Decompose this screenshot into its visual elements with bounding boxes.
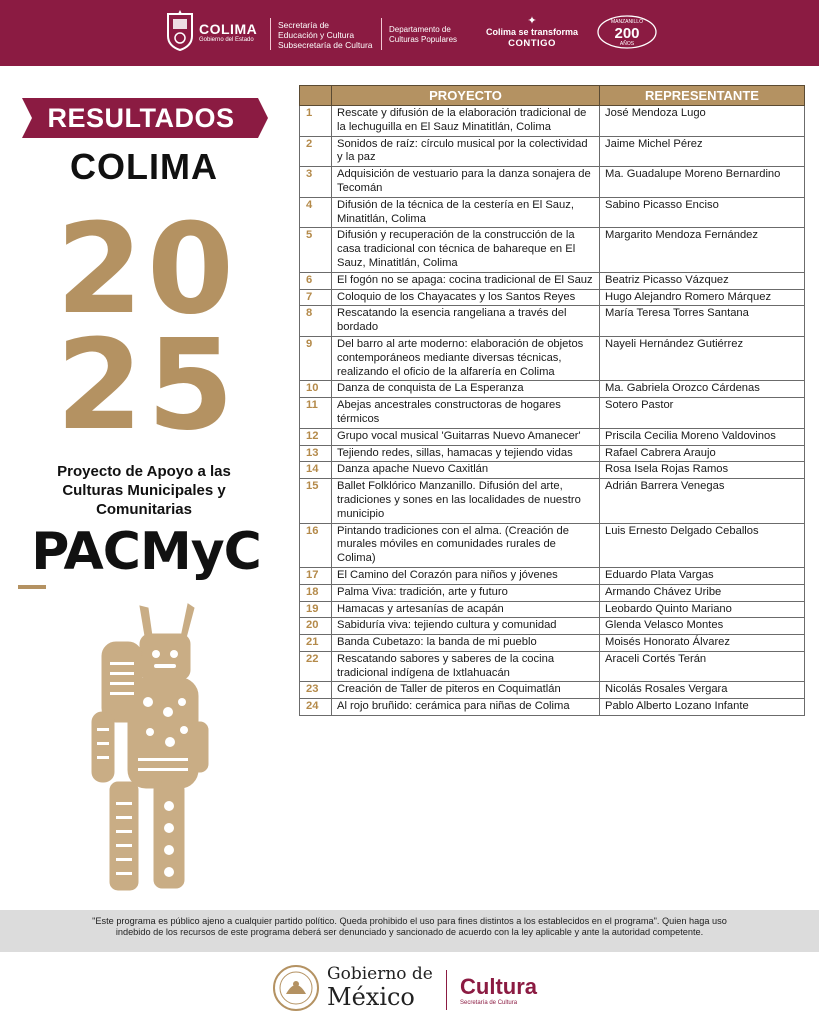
row-project: Difusión de la técnica de la cestería en El Sauz, Minatitlán, Colima xyxy=(332,197,600,228)
table-row xyxy=(300,479,805,523)
row-representative: Moisés Honorato Álvarez xyxy=(600,635,805,652)
transforma-line1: Colima se transforma xyxy=(485,27,579,37)
row-project: Palma Viva: tradición, arte y futuro xyxy=(332,584,600,601)
row-project: Rescatando la esencia rangeliana a través del bordado xyxy=(332,306,600,337)
row-project: Sonidos de raíz: círculo musical por la colectividad y la paz xyxy=(332,136,600,167)
row-project: Coloquio de los Chayacates y los Santos Reyes xyxy=(332,289,600,306)
row-representative: Nayeli Hernández Gutiérrez xyxy=(600,336,805,380)
results-table xyxy=(299,85,805,716)
row-representative: Hugo Alejandro Romero Márquez xyxy=(600,289,805,306)
row-number: 18 xyxy=(300,584,332,601)
disclaimer-line: "Este programa es público ajeno a cualquier partido político. Queda prohibido el uso para fines distintos a los establecidos en el programa". Quien haga uso xyxy=(92,916,727,926)
row-project: Hamacas y artesanías de acapán xyxy=(332,601,600,618)
program-title-line: Culturas Municipales y xyxy=(62,482,226,499)
secretaria-line: Subsecretaría de Cultura xyxy=(278,40,373,50)
colima-brand-title: COLIMA xyxy=(199,21,258,37)
gobierno-mexico-logo xyxy=(327,966,433,1009)
row-project: Banda Cubetazo: la banda de mi pueblo xyxy=(332,635,600,652)
row-project: Danza apache Nuevo Caxitlán xyxy=(332,462,600,479)
table-row xyxy=(300,651,805,682)
row-project: Ballet Folklórico Manzanillo. Difusión del arte, tradiciones y sones en las localidades de nuestro municipio xyxy=(332,479,600,523)
anniversary-bottom: AÑOS xyxy=(619,41,635,47)
row-project: Al rojo bruñido: cerámica para niñas de Colima xyxy=(332,699,600,716)
cultura-logo xyxy=(460,976,537,1006)
row-project: Adquisición de vestuario para la danza sonajera de Tecomán xyxy=(332,167,600,198)
row-number: 2 xyxy=(300,136,332,167)
row-project: Rescatando sabores y saberes de la cocina tradicional indígena de Ixtlahuacán xyxy=(332,651,600,682)
row-project: Difusión y recuperación de la construcción de la casa tradicional con técnica de bahareque en El Sauz, Minatitlán, Colima xyxy=(332,228,600,272)
table-row xyxy=(300,567,805,584)
program-title-line: Proyecto de Apoyo a las xyxy=(57,463,231,480)
table-row xyxy=(300,167,805,198)
row-number: 9 xyxy=(300,336,332,380)
row-representative: Rafael Cabrera Araujo xyxy=(600,445,805,462)
table-row xyxy=(300,618,805,635)
table-row xyxy=(300,136,805,167)
secretaria-line: Secretaría de xyxy=(278,20,330,30)
row-project: Danza de conquista de La Esperanza xyxy=(332,381,600,398)
pacmyc-logo: PACMyC xyxy=(31,522,261,582)
row-representative: Araceli Cortés Terán xyxy=(600,651,805,682)
row-representative: Luis Ernesto Delgado Ceballos xyxy=(600,523,805,567)
table-header-row xyxy=(300,86,805,106)
row-number: 20 xyxy=(300,618,332,635)
table-row xyxy=(300,106,805,137)
footer-divider xyxy=(446,970,447,1010)
disclaimer-line: indebido de los recursos de este programa deberá ser denunciado y sancionado de acuerdo con la ley aplicable y ante la autoridad competente. xyxy=(115,927,704,937)
header-project: PROYECTO xyxy=(332,86,600,106)
header-divider xyxy=(270,18,271,50)
departamento-line: Culturas Populares xyxy=(389,35,458,44)
row-representative: Adrián Barrera Venegas xyxy=(600,479,805,523)
row-number: 4 xyxy=(300,197,332,228)
row-representative: Ma. Gabriela Orozco Cárdenas xyxy=(600,381,805,398)
program-title xyxy=(36,462,252,519)
transforma-line2: CONTIGO xyxy=(508,38,556,49)
table-row xyxy=(300,445,805,462)
table-row xyxy=(300,381,805,398)
row-representative: Sotero Pastor xyxy=(600,398,805,429)
gobierno-line1: Gobierno de xyxy=(327,964,433,984)
row-number: 17 xyxy=(300,567,332,584)
table-row xyxy=(300,523,805,567)
row-number: 7 xyxy=(300,289,332,306)
row-project: El fogón no se apaga: cocina tradicional de El Sauz xyxy=(332,272,600,289)
row-representative: Sabino Picasso Enciso xyxy=(600,197,805,228)
row-number: 10 xyxy=(300,381,332,398)
row-representative: José Mendoza Lugo xyxy=(600,106,805,137)
table-row xyxy=(300,699,805,716)
row-representative: Margarito Mendoza Fernández xyxy=(600,228,805,272)
row-project: Del barro al arte moderno: elaboración de objetos contemporáneos mediante diversas técnicas, realizando el oficio de la alfarería en Colima xyxy=(332,336,600,380)
row-number: 5 xyxy=(300,228,332,272)
table-body xyxy=(300,106,805,716)
row-number: 23 xyxy=(300,682,332,699)
results-banner: RESULTADOS xyxy=(47,103,235,133)
legal-disclaimer xyxy=(0,910,819,952)
state-title: COLIMA xyxy=(70,146,218,187)
row-representative: Jaime Michel Pérez xyxy=(600,136,805,167)
row-number: 12 xyxy=(300,428,332,445)
year-top: 20 xyxy=(56,197,238,342)
row-representative: Priscila Cecilia Moreno Valdovinos xyxy=(600,428,805,445)
table-row xyxy=(300,228,805,272)
colima-brand-subtitle: Gobierno del Estado xyxy=(199,37,254,43)
row-number: 6 xyxy=(300,272,332,289)
header-representative: REPRESENTANTE xyxy=(600,86,805,106)
header-divider xyxy=(381,18,382,50)
table-row xyxy=(300,682,805,699)
row-representative: Armando Chávez Uribe xyxy=(600,584,805,601)
transforma-logo xyxy=(478,16,586,49)
manzanillo-200-logo xyxy=(596,14,658,50)
row-project: Tejiendo redes, sillas, hamacas y tejiendo vidas xyxy=(332,445,600,462)
row-representative: Ma. Guadalupe Moreno Bernardino xyxy=(600,167,805,198)
row-project: El Camino del Corazón para niños y jóvenes xyxy=(332,567,600,584)
row-number: 22 xyxy=(300,651,332,682)
row-project: Rescate y difusión de la elaboración tradicional de la lechuguilla en El Sauz Minatitlán, Colima xyxy=(332,106,600,137)
year-bottom: 25 xyxy=(56,313,238,458)
row-number: 24 xyxy=(300,699,332,716)
mexico-seal-icon xyxy=(272,964,320,1012)
row-project: Sabiduría viva: tejiendo cultura y comunidad xyxy=(332,618,600,635)
row-number: 15 xyxy=(300,479,332,523)
pacmyc-underline xyxy=(18,585,46,589)
secretaria-line: Educación y Cultura xyxy=(278,30,355,40)
table-row xyxy=(300,428,805,445)
row-representative: María Teresa Torres Santana xyxy=(600,306,805,337)
row-representative: Beatriz Picasso Vázquez xyxy=(600,272,805,289)
gobierno-line2: México xyxy=(327,983,415,1011)
row-representative: Eduardo Plata Vargas xyxy=(600,567,805,584)
row-number: 11 xyxy=(300,398,332,429)
table-row xyxy=(300,462,805,479)
folk-figure-illustration xyxy=(88,602,212,894)
table-row xyxy=(300,336,805,380)
row-number: 1 xyxy=(300,106,332,137)
cultura-line1: Cultura xyxy=(460,974,537,999)
table-row xyxy=(300,306,805,337)
program-title-line: Comunitarias xyxy=(96,501,192,518)
table-row xyxy=(300,289,805,306)
top-header xyxy=(0,0,819,66)
departamento-label xyxy=(389,25,457,45)
header-number xyxy=(300,86,332,106)
row-representative: Rosa Isela Rojas Ramos xyxy=(600,462,805,479)
row-project: Pintando tradiciones con el alma. (Creación de murales móviles en comunidades rurales de Colima) xyxy=(332,523,600,567)
table-row xyxy=(300,197,805,228)
colima-brand xyxy=(199,22,257,43)
cultura-line2: Secretaría de Cultura xyxy=(460,1000,518,1006)
row-number: 14 xyxy=(300,462,332,479)
row-number: 13 xyxy=(300,445,332,462)
table-row xyxy=(300,398,805,429)
anniversary-top: MANZANILLO xyxy=(611,19,643,25)
secretaria-label xyxy=(278,20,373,50)
anniversary-number: 200 xyxy=(614,25,640,42)
table-row xyxy=(300,584,805,601)
row-representative: Glenda Velasco Montes xyxy=(600,618,805,635)
row-representative: Nicolás Rosales Vergara xyxy=(600,682,805,699)
star-icon: ✦ xyxy=(527,15,537,27)
row-project: Creación de Taller de piteros en Coquimatlán xyxy=(332,682,600,699)
table-row xyxy=(300,635,805,652)
row-number: 21 xyxy=(300,635,332,652)
colima-seal-icon xyxy=(165,10,195,52)
row-number: 16 xyxy=(300,523,332,567)
table-row xyxy=(300,272,805,289)
row-representative: Pablo Alberto Lozano Infante xyxy=(600,699,805,716)
departamento-line: Departamento de xyxy=(389,25,451,34)
row-number: 3 xyxy=(300,167,332,198)
table-row xyxy=(300,601,805,618)
row-project: Abejas ancestrales constructoras de hogares térmicos xyxy=(332,398,600,429)
row-number: 19 xyxy=(300,601,332,618)
row-project: Grupo vocal musical 'Guitarras Nuevo Amanecer' xyxy=(332,428,600,445)
row-number: 8 xyxy=(300,306,332,337)
row-representative: Leobardo Quinto Mariano xyxy=(600,601,805,618)
